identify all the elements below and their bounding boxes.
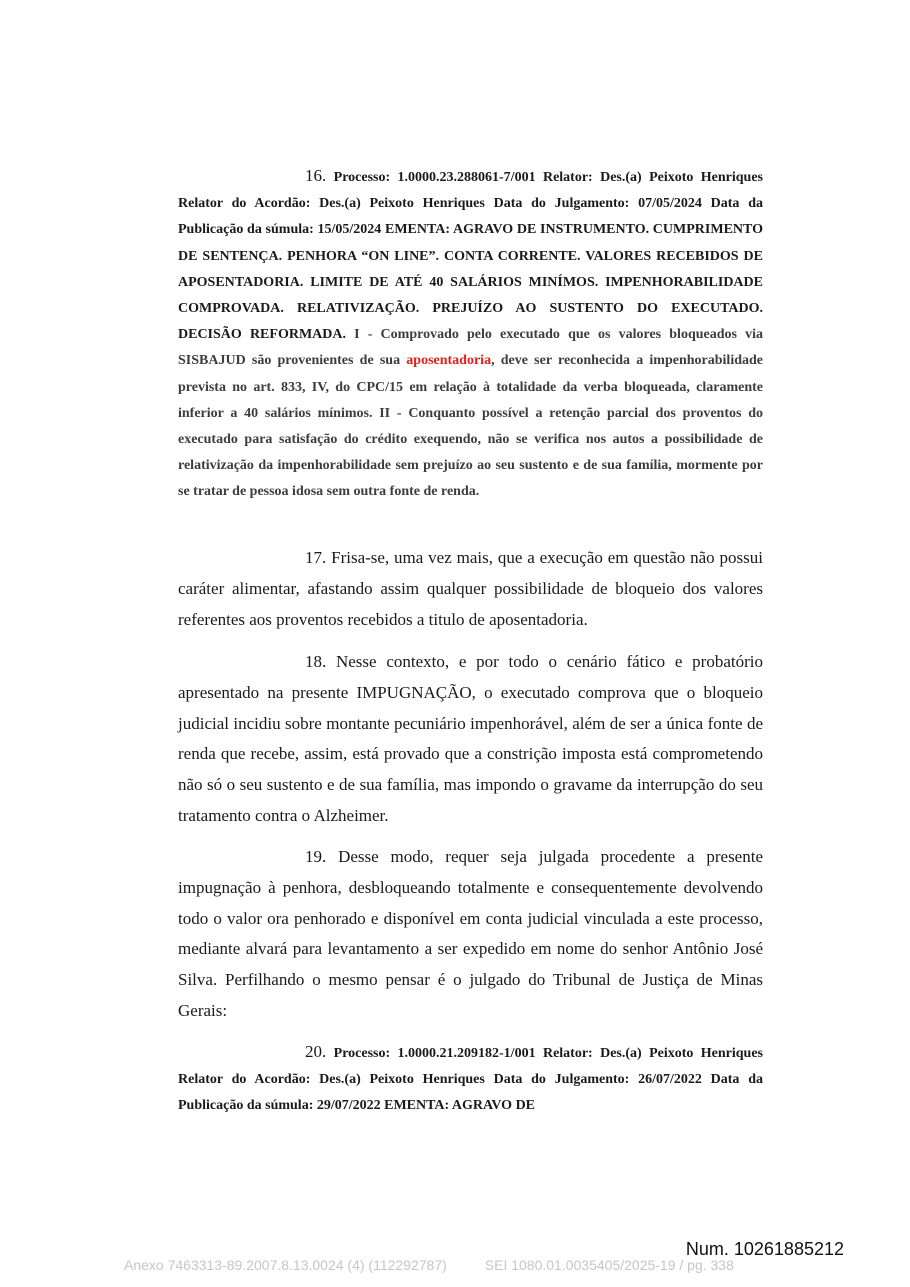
sei-page-reference: SEI 1080.01.0035405/2025-19 / pg. 338 xyxy=(484,1257,734,1273)
paragraph-18 xyxy=(178,647,763,832)
paragraph-19-text: 19. Desse modo, requer seja julgada procedente a presente impugnação à penhora, desbloqueando totalmente e consequentemente devolvendo todo o valor ora penhorado e disponível em conta judicial vinculada a este processo, mediante alvará para levantamento a ser expedido em nome do senhor Antônio José Silva. Perfilhando o mesmo pensar é o julgado do Tribunal de Justiça de Minas Gerais: xyxy=(178,847,763,1020)
paragraph-17 xyxy=(178,543,763,635)
paragraph-16-citation: Processo: 1.0000.23.288061-7/001 Relator: Des.(a) Peixoto Henriques Relator do Acordão: Des.(a) Peixoto Henriques Data do Julgamento: 07/05/2024 Data da Publicação da súmula: 15/05/2024 EMENTA: AGRAVO DE INSTRUMENTO. CUMPRIMENTO DE SENTENÇA. PENHORA “ON LINE”. CONTA CORRENTE. VALORES RECEBIDOS DE APOSENTADORIA. LIMITE DE ATÉ 40 SALÁRIOS MINÍMOS. IMPENHORABILIDADE COMPROVADA. RELATIVIZAÇÃO. PREJUÍZO AO SUSTENTO DO EXECUTADO. DECISÃO REFORMADA. xyxy=(178,170,763,343)
paragraph-16-ementa-part2: , deve ser reconhecida a impenhorabilidade prevista no art. 833, IV, do CPC/15 em relação à totalidade da verba bloqueada, claramente inferior a 40 salários mínimos. II - Conquanto possível a retenção parcial dos proventos do executado para satisfação do crédito exequendo, não se verifica nos autos a possibilidade de relativização da impenhorabilidade sem prejuízo ao seu sustento e de sua família, mormente por se tratar de pessoa idosa sem outra fonte de renda. xyxy=(178,353,763,500)
annex-footer xyxy=(124,1257,734,1273)
paragraph-16-highlight: aposentadoria xyxy=(406,353,492,369)
paragraph-18-text: 18. Nesse contexto, e por todo o cenário fático e probatório apresentado na presente IMPUGNAÇÃO, o executado comprova que o bloqueio judicial incidiu sobre montante pecuniário impenhorável, além de ser a única fonte de renda que recebe, assim, está provado que a constrição imposta está comprometendo não só o seu sustento e de sua família, mas impondo o gravame da interrupção do seu tratamento contra o Alzheimer. xyxy=(178,652,763,825)
paragraph-20-citation: Processo: 1.0000.21.209182-1/001 Relator: Des.(a) Peixoto Henriques Relator do Acordão: Des.(a) Peixoto Henriques Data do Julgamento: 26/07/2022 Data da Publicação da súmula: 29/07/2022 EMENTA: AGRAVO DE xyxy=(178,1046,763,1114)
document-number: Num. 10261885212 xyxy=(685,1239,844,1259)
paragraph-19 xyxy=(178,842,763,1027)
paragraph-17-text: 17. Frisa-se, uma vez mais, que a execução em questão não possui caráter alimentar, afastando assim qualquer possibilidade de bloqueio dos valores referentes aos proventos recebidos a titulo de aposentadoria. xyxy=(178,548,763,629)
annex-reference: Anexo 7463313-89.2007.8.13.0024 (4) (112292787) xyxy=(124,1257,447,1273)
paragraph-16-number: 16. xyxy=(305,166,327,185)
paragraph-16 xyxy=(178,163,763,506)
paragraph-20 xyxy=(178,1039,763,1120)
paragraph-20-number: 20. xyxy=(305,1042,327,1061)
paragraph-16-ementa-part1: I - Comprovado pelo executado que os valores bloqueados via SISBAJUD são provenientes de sua xyxy=(178,327,764,369)
